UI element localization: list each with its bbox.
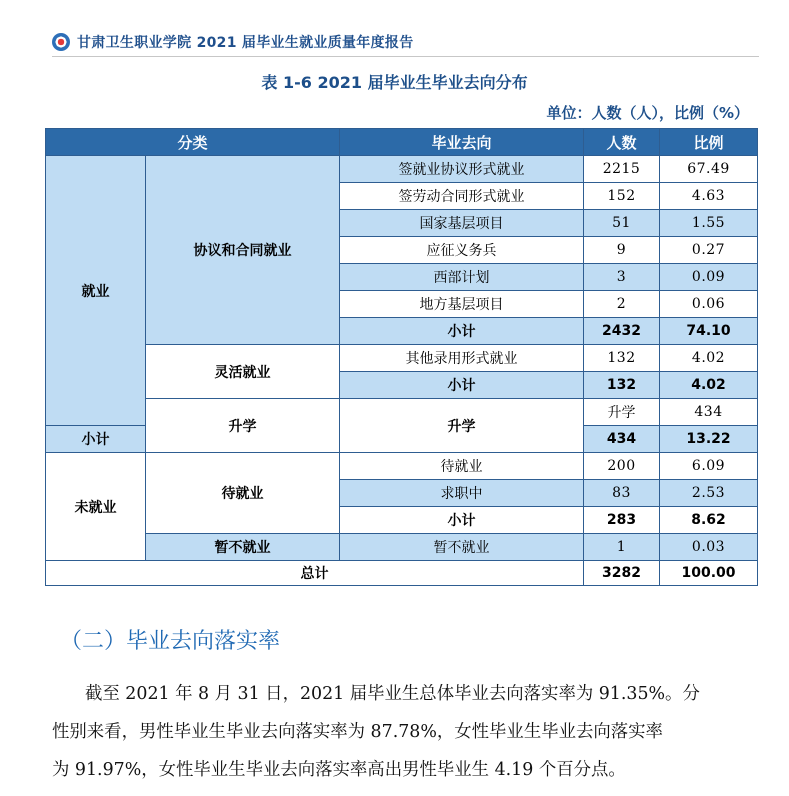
ratio-cell: 0.06 bbox=[660, 291, 758, 318]
table-row bbox=[46, 156, 758, 183]
ratio-cell: 0.09 bbox=[660, 264, 758, 291]
subtotal-ratio: 13.22 bbox=[660, 426, 758, 453]
subtotal-ratio: 4.02 bbox=[660, 372, 758, 399]
subtotal-count: 434 bbox=[584, 426, 660, 453]
body-paragraph bbox=[52, 675, 772, 789]
destination-cell: 签就业协议形式就业 bbox=[340, 156, 584, 183]
subtotal-count: 132 bbox=[584, 372, 660, 399]
table-title: 表 1-6 2021 届毕业生毕业去向分布 bbox=[261, 73, 528, 92]
header-ratio: 比例 bbox=[660, 129, 758, 156]
ratio-cell: 4.63 bbox=[660, 183, 758, 210]
table-unit: 单位：人数（人），比例（%） bbox=[546, 104, 749, 122]
destination-cell: 西部计划 bbox=[340, 264, 584, 291]
table-row bbox=[46, 534, 758, 561]
total-label: 总计 bbox=[46, 561, 584, 586]
total-count: 3282 bbox=[584, 561, 660, 586]
destination-table bbox=[45, 128, 758, 586]
subgroup-waiting: 待就业 bbox=[146, 453, 340, 534]
college-logo-icon bbox=[52, 33, 70, 51]
table-row bbox=[46, 345, 758, 372]
paragraph-line: 截至 2021 年 8 月 31 日，2021 届毕业生总体毕业去向落实率为 91.35%。分 bbox=[85, 684, 700, 704]
count-cell: 200 bbox=[584, 453, 660, 480]
subtotal-label: 小计 bbox=[340, 507, 584, 534]
subtotal-ratio: 8.62 bbox=[660, 507, 758, 534]
count-cell: 132 bbox=[584, 345, 660, 372]
ratio-cell: 0.03 bbox=[660, 534, 758, 561]
subtotal-label: 小计 bbox=[46, 426, 146, 453]
table-header-row bbox=[46, 129, 758, 156]
destination-cell: 应征义务兵 bbox=[340, 237, 584, 264]
count-cell: 9 bbox=[584, 237, 660, 264]
count-cell: 83 bbox=[584, 480, 660, 507]
count-cell: 1 bbox=[584, 534, 660, 561]
header-count: 人数 bbox=[584, 129, 660, 156]
count-cell: 3 bbox=[584, 264, 660, 291]
ratio-cell: 0.27 bbox=[660, 237, 758, 264]
count-cell: 152 bbox=[584, 183, 660, 210]
subgroup-temp-not-working: 暂不就业 bbox=[146, 534, 340, 561]
destination-cell: 待就业 bbox=[340, 453, 584, 480]
subgroup-contract: 协议和合同就业 bbox=[146, 156, 340, 345]
count-cell: 2215 bbox=[584, 156, 660, 183]
report-header bbox=[52, 28, 759, 57]
subtotal-label: 小计 bbox=[340, 318, 584, 345]
destination-cell: 国家基层项目 bbox=[340, 210, 584, 237]
destination-cell: 升学 bbox=[584, 399, 660, 426]
ratio-cell: 2.53 bbox=[660, 480, 758, 507]
table-row bbox=[46, 399, 758, 426]
group-not-employed: 未就业 bbox=[46, 453, 146, 561]
subtotal-ratio: 74.10 bbox=[660, 318, 758, 345]
header-destination: 毕业去向 bbox=[340, 129, 584, 156]
subtotal-count: 283 bbox=[584, 507, 660, 534]
count-cell: 434 bbox=[660, 399, 758, 426]
paragraph-line: 性别来看，男性毕业生毕业去向落实率为 87.78%，女性毕业生毕业去向落实率 bbox=[52, 722, 663, 742]
total-row bbox=[46, 561, 758, 586]
ratio-cell: 1.55 bbox=[660, 210, 758, 237]
subtotal-label: 小计 bbox=[340, 372, 584, 399]
group-employed: 就业 bbox=[46, 156, 146, 426]
destination-cell: 其他录用形式就业 bbox=[340, 345, 584, 372]
count-cell: 51 bbox=[584, 210, 660, 237]
section-heading: （二）毕业去向落实率 bbox=[60, 629, 281, 654]
header-category: 分类 bbox=[46, 129, 340, 156]
subgroup-flexible: 灵活就业 bbox=[146, 345, 340, 399]
destination-cell: 地方基层项目 bbox=[340, 291, 584, 318]
ratio-cell: 6.09 bbox=[660, 453, 758, 480]
ratio-cell: 4.02 bbox=[660, 345, 758, 372]
subtotal-count: 2432 bbox=[584, 318, 660, 345]
paragraph-line: 为 91.97%，女性毕业生毕业去向落实率高出男性毕业生 4.19 个百分点。 bbox=[52, 760, 626, 780]
group-further-study: 升学 bbox=[146, 399, 340, 453]
destination-cell: 暂不就业 bbox=[340, 534, 584, 561]
count-cell: 2 bbox=[584, 291, 660, 318]
subgroup-further-study: 升学 bbox=[340, 399, 584, 453]
report-title: 甘肃卫生职业学院 2021 届毕业生就业质量年度报告 bbox=[77, 35, 414, 51]
destination-cell: 签劳动合同形式就业 bbox=[340, 183, 584, 210]
destination-cell: 求职中 bbox=[340, 480, 584, 507]
ratio-cell: 67.49 bbox=[660, 156, 758, 183]
table-row bbox=[46, 453, 758, 480]
total-ratio: 100.00 bbox=[660, 561, 758, 586]
